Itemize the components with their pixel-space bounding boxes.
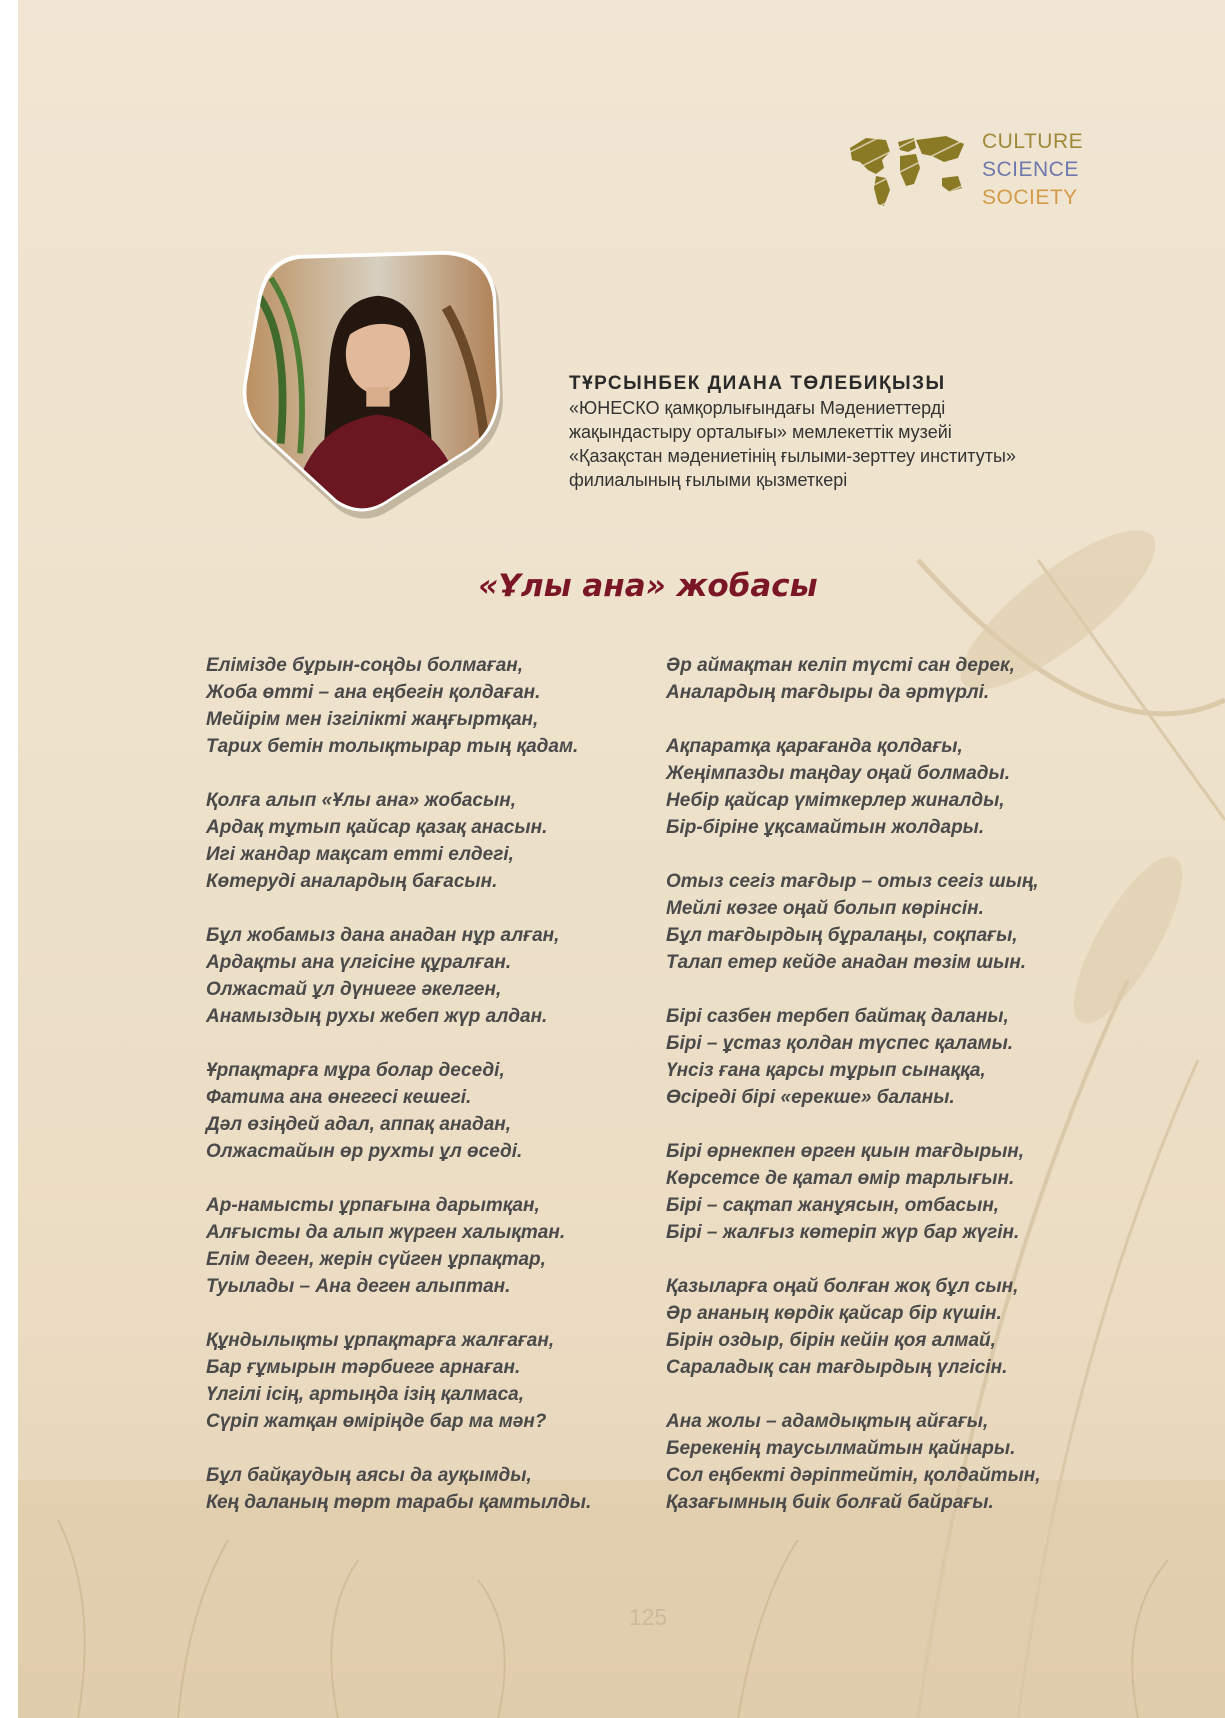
logo-word-culture: CULTURE	[982, 130, 1084, 153]
poem-stanza	[666, 1003, 1041, 1111]
poem-line: Өсіреді бірі «ерекше» баланы.	[666, 1087, 955, 1108]
poem-line: Ана жолы – адамдықтың айғағы,	[666, 1411, 989, 1432]
poem-line: Елім деген, жерін сүйген ұрпақтар,	[206, 1249, 546, 1270]
poem-line: Қазағымның биік болғай байрағы.	[666, 1492, 994, 1513]
logo-word-society: SOCIETY	[982, 186, 1078, 209]
logo-word-science: SCIENCE	[982, 158, 1079, 181]
poem-line: Бір-біріне ұқсамайтын жолдары.	[666, 817, 985, 838]
author-affiliation-line: «Қазақстан мәдениетінің ғылыми-зерттеу институты»	[569, 446, 1016, 466]
poem-line: Әр аймақтан келіп түсті сан дерек,	[666, 655, 1015, 676]
poem-line: Ар-намысты ұрпағына дарытқан,	[206, 1195, 540, 1216]
poem-stanza	[666, 1138, 1041, 1246]
poem-line: Отыз сегіз тағдыр – отыз сегіз шың,	[666, 871, 1039, 892]
world-map-icon	[846, 134, 966, 208]
poem-line: Туылады – Ана деген алыптан.	[206, 1276, 511, 1297]
poem-line: Үнсіз ғана қарсы тұрып сынаққа,	[666, 1060, 986, 1081]
author-info	[569, 372, 1089, 492]
poem-line: Құндылықты ұрпақтарға жалғаған,	[206, 1330, 555, 1351]
culture-science-society-logo	[846, 128, 1106, 208]
poem-line: Олжастайын өр рухты ұл өседі.	[206, 1141, 523, 1162]
poem-line: Игі жандар мақсат етті елдегі,	[206, 844, 514, 865]
poem-line: Дәл өзіңдей адал, аппақ анадан,	[206, 1114, 512, 1135]
poem-line: Бірі – жалғыз көтеріп жүр бар жүгін.	[666, 1222, 1020, 1243]
wheat-background-illustration	[18, 0, 1225, 1718]
poem-line: Сараладық сан тағдырдың үлгісін.	[666, 1357, 1008, 1378]
poem-line: Қолға алып «Ұлы ана» жобасын,	[206, 790, 516, 811]
poem-line: Ардақты ана үлгісіне құралған.	[206, 952, 512, 973]
poem-line: Әр ананың көрдік қайсар бір күшін.	[666, 1303, 1002, 1324]
poem-line: Талап етер кейде анадан төзім шын.	[666, 952, 1027, 973]
poem-line: Небір қайсар үміткерлер жиналды,	[666, 790, 1005, 811]
page	[18, 0, 1225, 1718]
poem-line: Мейірім мен ізгілікті жаңғыртқан,	[206, 709, 539, 730]
poem-line: Қазыларға оңай болған жоқ бұл сын,	[666, 1276, 1019, 1297]
poem-line: Сол еңбекті дәріптейтін, қолдайтын,	[666, 1465, 1041, 1486]
author-name: ТҰРСЫНБЕК ДИАНА ТӨЛЕБИҚЫЗЫ	[569, 373, 946, 394]
poem-line: Кең даланың төрт тарабы қамтылды.	[206, 1492, 592, 1513]
poem-line: Үлгілі ісің, артыңда ізің қалмаса,	[206, 1384, 524, 1405]
poem-line: Жоба өтті – ана еңбегін қолдаған.	[206, 682, 541, 703]
poem-line: Бірін оздыр, бірін кейін қоя алмай,	[666, 1330, 996, 1351]
poem-stanza	[206, 1192, 591, 1300]
poem-line: Жеңімпазды таңдау оңай болмады.	[666, 763, 1011, 784]
poem-line: Бұл жобамыз дана анадан нұр алған,	[206, 925, 560, 946]
author-affiliation-line: «ЮНЕСКО қамқорлығындағы Мәдениеттерді	[569, 398, 946, 418]
poem-line: Аналардың тағдыры да әртүрлі.	[666, 682, 990, 703]
poem-stanza	[666, 733, 1041, 841]
poem-line: Көтеруді аналардың бағасын.	[206, 871, 498, 892]
poem-line: Сүріп жатқан өміріңде бар ма мән?	[206, 1411, 547, 1432]
poem-line: Мейлі көзге оңай болып көрінсін.	[666, 898, 984, 919]
poem-line: Анамыздың рухы жебеп жүр алдан.	[206, 1006, 548, 1027]
poem-stanza	[666, 1408, 1041, 1516]
poem-line: Берекенің таусылмайтын қайнары.	[666, 1438, 1016, 1459]
poem-column-right	[666, 652, 1041, 1543]
poem-stanza	[206, 652, 591, 760]
poem-column-left	[206, 652, 591, 1543]
poem-stanza	[666, 868, 1041, 976]
poem-stanza	[666, 1273, 1041, 1381]
poem-line: Тарих бетін толықтырар тың қадам.	[206, 736, 579, 757]
author-portrait	[228, 245, 528, 525]
poem-stanza	[206, 1327, 591, 1435]
poem-line: Бірі өрнекпен өрген қиын тағдырын,	[666, 1141, 1025, 1162]
poem-line: Бірі сазбен тербеп байтақ даланы,	[666, 1006, 1009, 1027]
poem-title: «Ұлы ана» жобасы	[478, 568, 818, 604]
author-affiliation-line: жақындастыру орталығы» мемлекеттік музейі	[569, 422, 952, 442]
poem-line: Олжастай ұл дүниеге әкелген,	[206, 979, 502, 1000]
poem-line: Фатима ана өнегесі кешегі.	[206, 1087, 472, 1108]
poem-stanza	[206, 1057, 591, 1165]
poem-line: Ұрпақтарға мұра болар деседі,	[206, 1060, 505, 1081]
poem-line: Бірі – сақтап жанұясын, отбасын,	[666, 1195, 1000, 1216]
author-affiliation-line: филиалының ғылыми қызметкері	[569, 470, 848, 490]
poem-line: Бұл тағдырдың бұралаңы, соқпағы,	[666, 925, 1018, 946]
poem-line: Ақпаратқа қарағанда қолдағы,	[666, 736, 963, 757]
poem-line: Көрсетсе де қатал өмір тарлығын.	[666, 1168, 1015, 1189]
poem-line: Бұл байқаудың аясы да ауқымды,	[206, 1465, 532, 1486]
poem-line: Алғысты да алып жүрген халықтан.	[206, 1222, 566, 1243]
poem-stanza	[666, 652, 1041, 706]
poem-stanza	[206, 922, 591, 1030]
poem-stanza	[206, 1462, 591, 1516]
poem-line: Ардақ тұтып қайсар қазақ анасын.	[206, 817, 548, 838]
poem-line: Бар ғұмырын тәрбиеге арнаған.	[206, 1357, 521, 1378]
poem-line: Бірі – ұстаз қолдан түспес қаламы.	[666, 1033, 1014, 1054]
poem-stanza	[206, 787, 591, 895]
page-number: 125	[628, 1604, 668, 1630]
poem-line: Елімізде бұрын-соңды болмаған,	[206, 655, 524, 676]
